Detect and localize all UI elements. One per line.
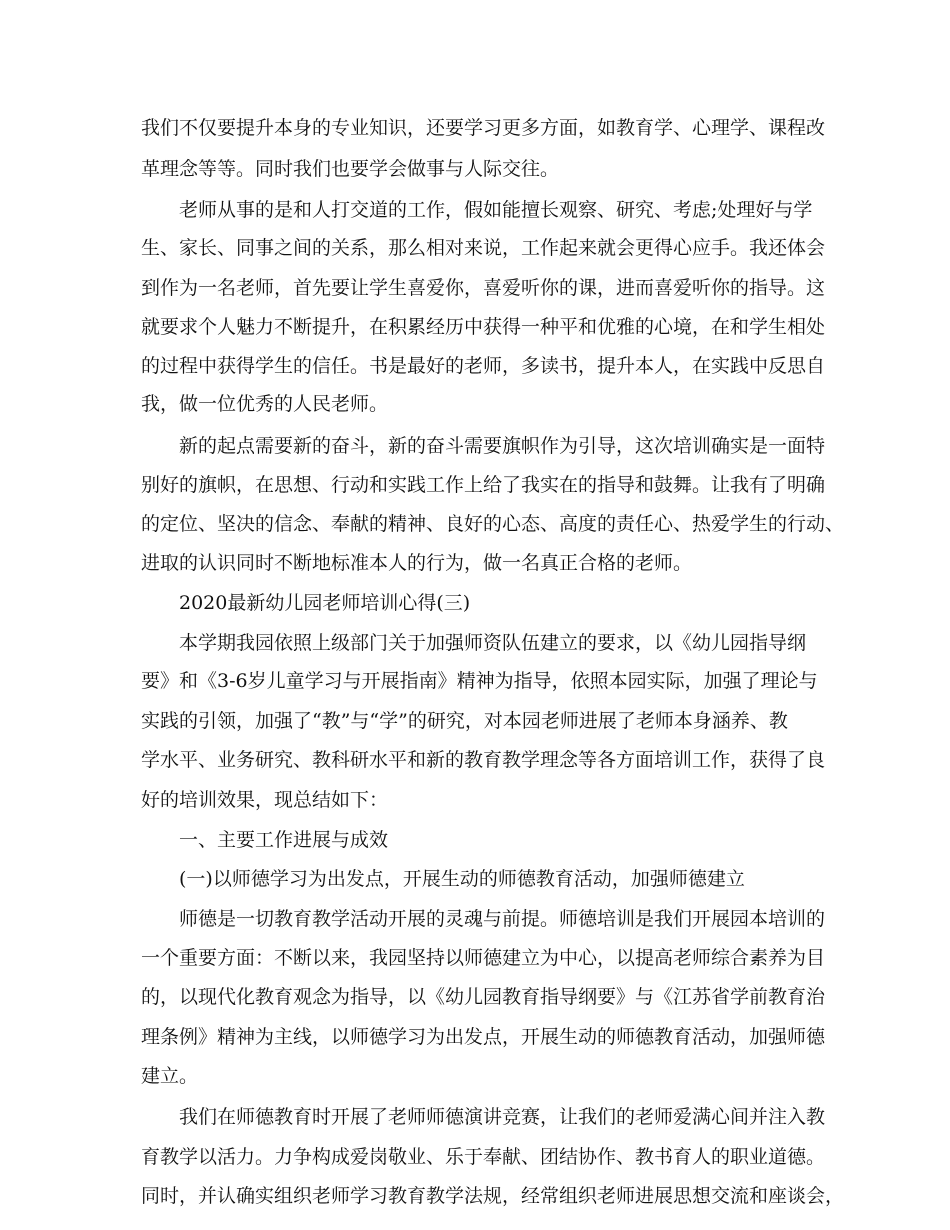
text-line: 同时，并认确实组织老师学习教育教学法规，经常组织老师进展思想交流和座谈会， bbox=[141, 1185, 845, 1207]
text-line: 学水平、业务研究、教科研水平和新的教育教学理念等各方面培训工作，获得了良 bbox=[141, 749, 826, 771]
text-line: 新的起点需要新的奋斗，新的奋斗需要旗帜作为引导，这次培训确实是一面特 bbox=[179, 435, 826, 457]
text-line: 的定位、坚决的信念、奉献的精神、良好的心态、高度的责任心、热爱学生的行动、 bbox=[141, 513, 845, 535]
text-line: 老师从事的是和人打交道的工作，假如能擅长观察、研究、考虑;处理好与学 bbox=[179, 199, 813, 221]
text-line: 本学期我园依照上级部门关于加强师资队伍建立的要求，以《幼儿园指导纲 bbox=[179, 632, 807, 654]
text-line: 2020最新幼儿园老师培训心得(三) bbox=[179, 592, 471, 614]
text-line: 到作为一名老师，首先要让学生喜爱你，喜爱听你的课，进而喜爱听你的指导。这 bbox=[141, 277, 826, 299]
text-line: 的，以现代化教育观念为指导，以《幼儿园教育指导纲要》与《江苏省学前教育治 bbox=[141, 986, 826, 1008]
text-line: 进取的认识同时不断地标准本人的行为，做一名真正合格的老师。 bbox=[141, 552, 693, 574]
text-line: 我，做一位优秀的人民老师。 bbox=[141, 393, 389, 415]
text-line: 师德是一切教育教学活动开展的灵魂与前提。师德培训是我们开展园本培训的 bbox=[179, 908, 826, 930]
text-line: 要》和《3-6岁儿童学习与开展指南》精神为指导，依照本园实际，加强了理论与 bbox=[141, 670, 818, 692]
text-line: 育教学以活力。力争构成爱岗敬业、乐于奉献、团结协作、教书育人的职业道德。 bbox=[141, 1146, 826, 1168]
text-line: 革理念等等。同时我们也要学会做事与人际交往。 bbox=[141, 158, 560, 180]
text-line: 生、家长、同事之间的关系，那么相对来说，工作起来就会更得心应手。我还体会 bbox=[141, 237, 826, 259]
text-line: 就要求个人魅力不断提升，在积累经历中获得一种平和优雅的心境，在和学生相处 bbox=[141, 316, 826, 338]
text-line: 理条例》精神为主线，以师德学习为出发点，开展生动的师德教育活动，加强师德 bbox=[141, 1026, 826, 1048]
text-line: 别好的旗帜，在思想、行动和实践工作上给了我实在的指导和鼓舞。让我有了明确 bbox=[141, 474, 826, 496]
text-line: (一)以师德学习为出发点，开展生动的师德教育活动，加强师德建立 bbox=[179, 868, 745, 890]
text-line: 建立。 bbox=[141, 1065, 199, 1087]
text-line: 一、主要工作进展与成效 bbox=[179, 829, 389, 851]
text-line: 好的培训效果，现总结如下： bbox=[141, 789, 389, 811]
text-line: 一个重要方面：不断以来，我园坚持以师德建立为中心，以提高老师综合素养为目 bbox=[141, 947, 826, 969]
text-line: 的过程中获得学生的信任。书是最好的老师，多读书，提升本人，在实践中反思自 bbox=[141, 355, 826, 377]
text-line: 实践的引领，加强了“教”与“学”的研究，对本园老师进展了老师本身涵养、教 bbox=[141, 710, 788, 732]
text-line: 我们在师德教育时开展了老师师德演讲竞赛，让我们的老师爱满心间并注入教 bbox=[179, 1106, 826, 1128]
text-line: 我们不仅要提升本身的专业知识，还要学习更多方面，如教育学、心理学、课程改 bbox=[141, 117, 826, 139]
